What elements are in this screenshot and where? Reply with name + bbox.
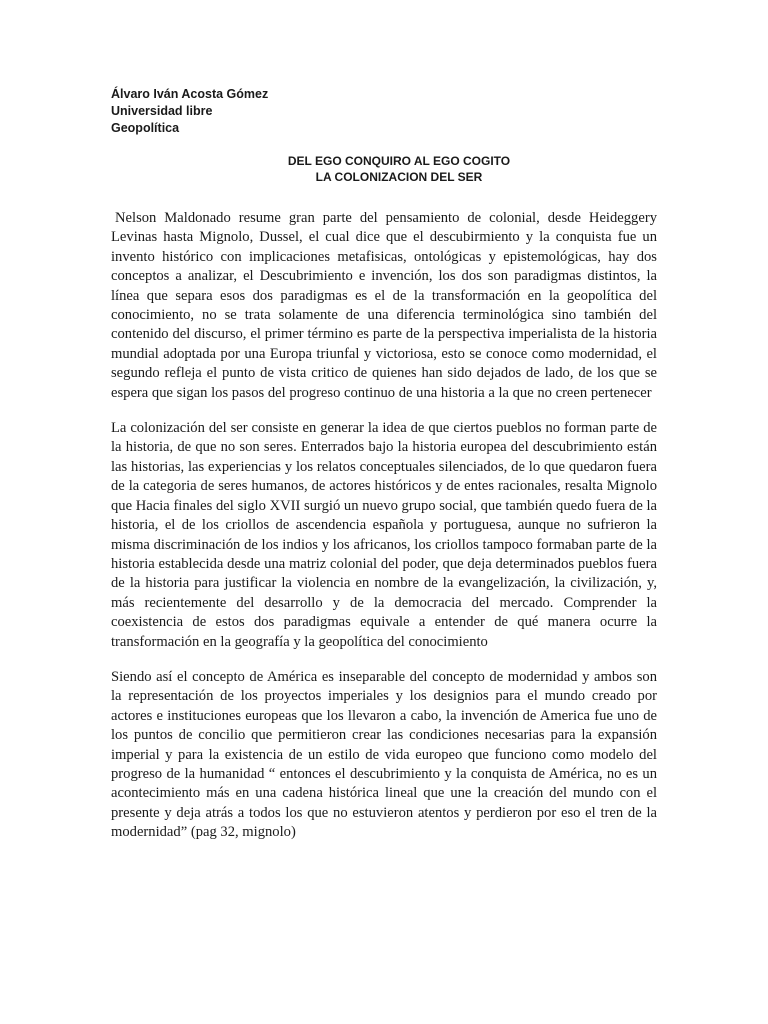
title-line-2: LA COLONIZACION DEL SER bbox=[315, 170, 483, 184]
document-body bbox=[111, 209, 657, 859]
author-name: Álvaro Iván Acosta Gómez bbox=[111, 87, 269, 101]
paragraph-3: Siendo así el concepto de América es inseparable del concepto de modernidad y ambos son la representación de los proyectos imperiales y los designios para el mundo creado por actores e instituciones europeas que los llevaron a cabo, la invención de America fue uno de los puntos de concilio que permitieron crear las condiciones necesarias para la expansión imperial y para la existencia de un estilo de vida europeo que funciono como modelo del progreso de la humanidad “ entonces el descubrimiento y la conquista de América, no es un acontecimiento más en una cadena histórica lineal que une la creación del mundo con el presente y deja atrás a todos los que no estuvieron atentos y perdieron por eso el tren de la modernidad” (pag 32, mignolo) bbox=[111, 668, 657, 841]
paragraph-2: La colonización del ser consiste en generar la idea de que ciertos pueblos no forman parte de la historia, de que no son seres. Enterrados bajo la historia europea del descubrimiento están las historias, las experiencias y los relatos conceptuales silenciados, de lo que quedaron fuera de la categoria de seres humanos, de actores históricos y de entes racionales, resalta Mignolo que Hacia finales del siglo XVII surgió un nuevo grupo social, que también quedo fuera de la historia, el de los criollos de ascendencia española y portuguesa, aunque no sufrieron la misma discriminación de los indios y los africanos, los criollos tampoco formaban parte de la historia establecida desde una matriz colonial del poder, que deja determinados pueblos fuera de la historia para justificar la violencia en nombre de la evangelización, la civilización, y, más recientemente del desarrollo y de la democracia del mercado. Comprender la coexistencia de estos dos paradigmas equivale a entender de qué manera ocurre la transformación en la geografía y la geopolítica del conocimiento bbox=[111, 420, 657, 650]
document-title bbox=[0, 153, 768, 185]
paragraph-1: Nelson Maldonado resume gran parte del pensamiento de colonial, desde Heideggery Levinas hasta Mignolo, Dussel, el cual dice que el descubirmiento y la conquista fue un invento histórico con implicaciones metafisicas, ontológicas y epistemológicas, hay dos conceptos a analizar, el Descubrimiento e invención, los dos son paradigmas distintos, la línea que separa esos dos paradigmas es el de la transformación en la geopolítica del conocimiento, no se trata solamente de una diferencia terminológica sino también del contenido del discurso, el primer término es parte de la perspectiva imperialista de la historia mundial adoptada por una Europa triunfal y victoriosa, esto se conoce como modernidad, el segundo refleja el punto de vista critico de quienes han sido dejados de lado, de los que se espera que sigan los pasos del progreso continuo de una historia a la que no creen pertenecer bbox=[111, 210, 657, 401]
university-name: Universidad libre bbox=[111, 104, 213, 118]
course-name: Geopolítica bbox=[111, 121, 180, 135]
author-header bbox=[111, 86, 268, 137]
title-line-1: DEL EGO CONQUIRO AL EGO COGITO bbox=[287, 154, 511, 168]
